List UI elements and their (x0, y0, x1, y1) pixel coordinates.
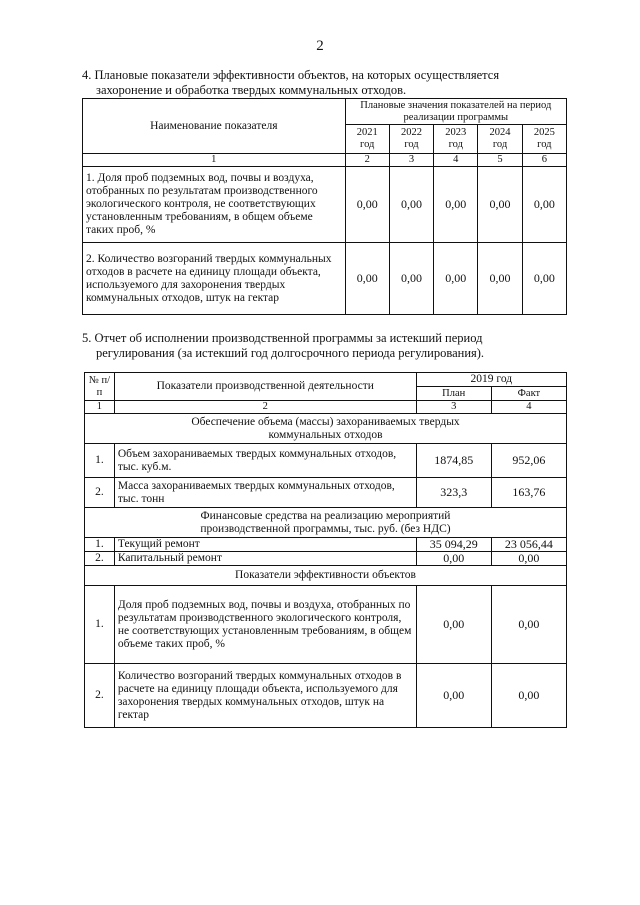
indicator-name: 2. Количество возгораний твердых коммунальных отходов в расчете на единицу площади объекта, используемого для захоронения твердых коммунальных отходов, штук на гектар (83, 243, 346, 315)
indicator-value: 0,00 (478, 167, 522, 243)
indicator-value: 0,00 (434, 243, 478, 315)
group-title: Обеспечение объема (массы) захораниваемых твердых коммунальных отходов (85, 414, 567, 444)
col-num: 3 (389, 154, 433, 167)
year-2024: 2024 год (478, 125, 522, 154)
table-row (83, 167, 567, 243)
col-num: 1 (85, 401, 115, 414)
table-row (85, 552, 567, 566)
row-plan: 35 094,29 (416, 538, 491, 552)
group-title: Финансовые средства на реализацию мероприятий производственной программы, тыс. руб. (без НДС) (85, 508, 567, 538)
col-num: 6 (522, 154, 566, 167)
row-name: Доля проб подземных вод, почвы и воздуха, отобранных по результатам производственного экологического контроля, не соответствующих установленным требованиям, в общем объеме таких проб, % (114, 586, 416, 664)
row-fact: 0,00 (491, 586, 566, 664)
indicator-value: 0,00 (478, 243, 522, 315)
indicator-value: 0,00 (522, 243, 566, 315)
col-num: 1 (83, 154, 346, 167)
program-report-table (84, 372, 567, 728)
row-num: 2. (85, 552, 115, 566)
indicator-value: 0,00 (522, 167, 566, 243)
header-indicators: Показатели производственной деятельности (114, 373, 416, 401)
table-row (85, 444, 567, 478)
table-row (85, 664, 567, 728)
row-fact: 23 056,44 (491, 538, 566, 552)
plan-indicators-table (82, 98, 567, 315)
col-num: 4 (434, 154, 478, 167)
section4-title-line2: захоронение и обработка твердых коммунальных отходов. (96, 83, 407, 97)
indicator-value: 0,00 (345, 167, 389, 243)
header-fact: Факт (491, 387, 566, 401)
year-2021: 2021 год (345, 125, 389, 154)
row-plan: 0,00 (416, 664, 491, 728)
col-num: 4 (491, 401, 566, 414)
header-plan: План (416, 387, 491, 401)
section4-title-line1: 4. Плановые показатели эффективности объектов, на которых осуществляется (82, 68, 500, 82)
row-fact: 952,06 (491, 444, 566, 478)
group-title: Показатели эффективности объектов (85, 566, 567, 586)
indicator-value: 0,00 (389, 167, 433, 243)
row-plan: 0,00 (416, 552, 491, 566)
header-year: 2019 год (416, 373, 566, 387)
table-row (85, 586, 567, 664)
row-name: Капитальный ремонт (114, 552, 416, 566)
section5-title-line1: 5. Отчет об исполнении производственной программы за истекший период (82, 331, 483, 345)
section5-title-line2: регулирования (за истекший год долгосрочного периода регулирования). (96, 346, 485, 360)
row-num: 1. (85, 586, 115, 664)
col-num: 2 (114, 401, 416, 414)
section5-title (82, 331, 568, 361)
table-row (85, 478, 567, 508)
year-2025: 2025 год (522, 125, 566, 154)
section4-title (82, 68, 568, 98)
year-2023: 2023 год (434, 125, 478, 154)
col-num: 3 (416, 401, 491, 414)
row-name: Количество возгораний твердых коммунальных отходов в расчете на единицу площади объекта, используемого для захоронения твердых коммунальных отходов, штук на гектар (114, 664, 416, 728)
year-2022: 2022 год (389, 125, 433, 154)
indicator-value: 0,00 (389, 243, 433, 315)
row-num: 1. (85, 538, 115, 552)
row-num: 2. (85, 478, 115, 508)
row-name: Объем захораниваемых твердых коммунальных отходов, тыс. куб.м. (114, 444, 416, 478)
row-name: Масса захораниваемых твердых коммунальных отходов, тыс. тонн (114, 478, 416, 508)
indicator-value: 0,00 (345, 243, 389, 315)
header-indicator-name: Наименование показателя (83, 99, 346, 154)
table-row (85, 538, 567, 552)
row-plan: 0,00 (416, 586, 491, 664)
indicator-name: 1. Доля проб подземных вод, почвы и воздуха, отобранных по результатам производственного экологического контроля, не соответствующих установленным требованиям, в общем объеме таких проб, % (83, 167, 346, 243)
header-num: № п/п (85, 373, 115, 401)
table-row (83, 243, 567, 315)
row-num: 1. (85, 444, 115, 478)
row-fact: 0,00 (491, 664, 566, 728)
row-name: Текущий ремонт (114, 538, 416, 552)
row-plan: 323,3 (416, 478, 491, 508)
indicator-value: 0,00 (434, 167, 478, 243)
row-plan: 1874,85 (416, 444, 491, 478)
col-num: 5 (478, 154, 522, 167)
col-num: 2 (345, 154, 389, 167)
row-fact: 163,76 (491, 478, 566, 508)
page-number: 2 (316, 38, 324, 54)
row-fact: 0,00 (491, 552, 566, 566)
row-num: 2. (85, 664, 115, 728)
header-plan-values: Плановые значения показателей на период реализации программы (345, 99, 566, 125)
